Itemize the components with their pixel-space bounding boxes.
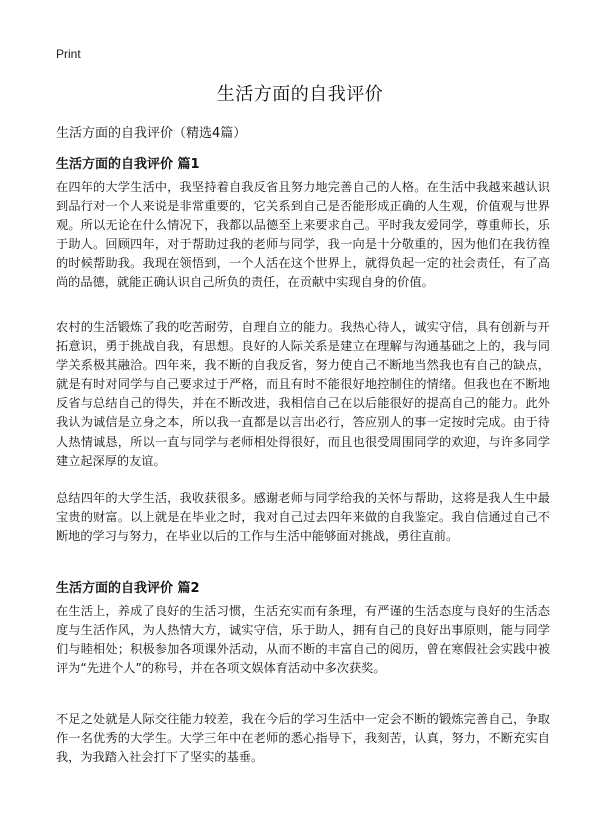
paragraph: 在四年的大学生活中，我坚持着自我反省且努力地完善自己的人格。在生活中我越来越认识到品行对一个人来说是非常重要的，它关系到自己是否能形成正确的人生观，价值观与世界观。所以无论在什么情况下，我都以品德至上来要求自己。平时我友爱同学，尊重师长，乐于助人。回顾四年，对于帮助过我的老师与同学，我一向是十分敬重的，因为他们在我彷徨的时候帮助我。我现在领悟到，一个人活在这个世界上，就得负起一定的社会责任，有了高尚的品德，就能正确认识自己所负的责任，在贡献中实现自身的价值。 (56, 180, 550, 290)
section-heading-1: 生活方面的自我评价 篇1 (56, 157, 200, 172)
paragraph: 不足之处就是人际交往能力较差，我在今后的学习生活中一定会不断的锻炼完善自己，争取作一名优秀的大学生。大学三年中在老师的悉心指导下，我刻苦，认真，努力，不断充实自我，为我踏入社会打下了坚实的基垂。 (56, 712, 550, 765)
paragraph: 农村的生活锻炼了我的吃苦耐劳，自理自立的能力。我热心待人，诚实守信，具有创新与开拓意识，勇于挑战自我，有思想。良好的人际关系是建立在理解与沟通基础之上的，我与同学关系极其融洽。四年来，我不断的自我反省，努力使自己不断地当然我也有自己的缺点，就是有时对同学与自己要求过于严格，而且有时不能很好地控制住的情绪。但我也在不断地反省与总结自己的得失，并在不断改进，我相信自己在以后能很好的提高自己的能力。此外我认为诚信是立身之本，所以我一直都是以言出必行，答应别人的事一定按时完成。由于待人热情诚恳，所以一直与同学与老师相处得很好，而且也很受周围同学的欢迎，与许多同学建立起深厚的友谊。 (56, 320, 550, 468)
document-subtitle: 生活方面的自我评价（精选4篇） (56, 126, 247, 141)
print-link[interactable]: Print (56, 47, 81, 61)
paragraph: 总结四年的大学生活，我收获很多。感谢老师与同学给我的关怀与帮助，这将是我人生中最宝贵的财富。以上就是在毕业之时，我对自己过去四年来做的自我鉴定。我自信通过自己不断地的学习与努力，在毕业以后的工作与生活中能够面对挑战，勇往直前。 (56, 491, 550, 544)
page-title: 生活方面的自我评价 (216, 84, 384, 105)
paragraph: 在生活上，养成了良好的生活习惯，生活充实而有条理，有严谨的生活态度与良好的生活态度与生活作风，为人热情大方，诚实守信，乐于助人，拥有自己的良好出事原则，能与同学们与睦相处；积极参加各项课外活动，从而不断的丰富自己的阅历，曾在寒假社会实践中被评为“先进个人”的称号，并在各项文娱体育活动中多次获奖。 (56, 604, 550, 676)
section-heading-2: 生活方面的自我评价 篇2 (56, 581, 200, 596)
